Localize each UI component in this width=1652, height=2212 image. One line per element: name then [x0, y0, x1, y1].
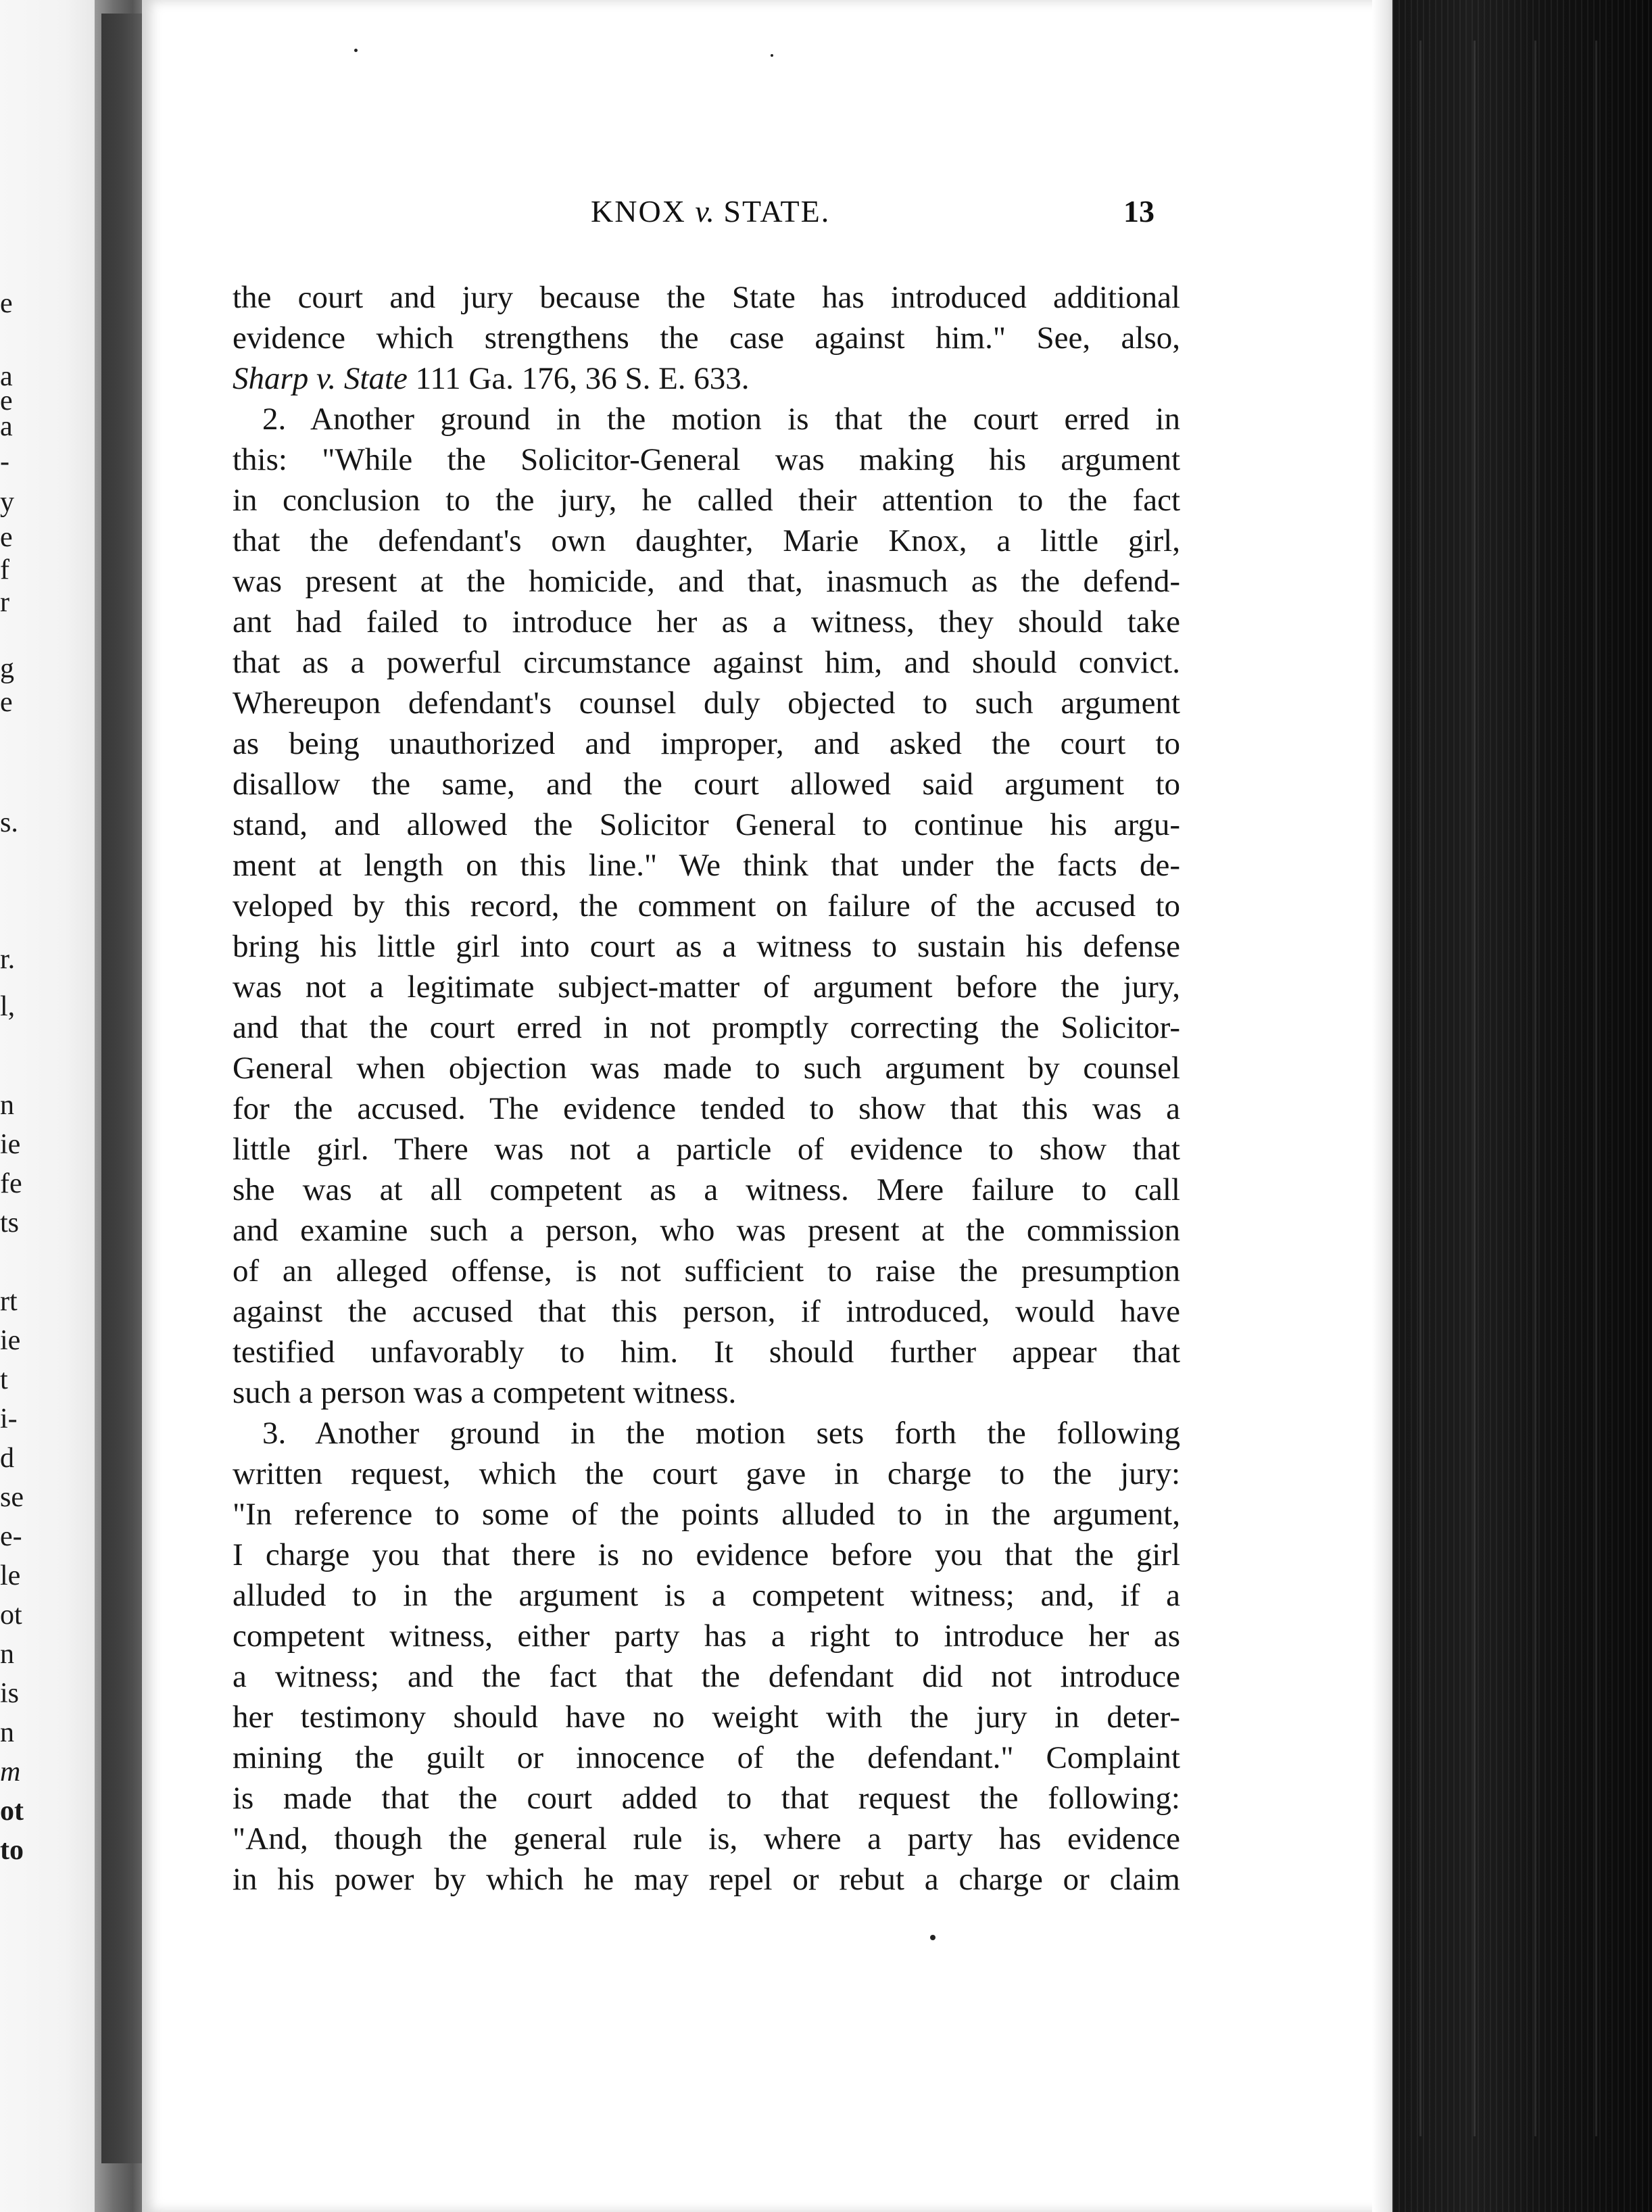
text-line: disallow the same, and the court allowed said argument to: [233, 767, 1180, 802]
dark-background: [1392, 0, 1652, 2212]
text-line: and that the court erred in not promptly correcting the Solicitor-: [233, 1010, 1180, 1045]
fragment: a: [0, 411, 13, 442]
text-line: such a person was a competent witness.: [233, 1375, 737, 1410]
text-line: and examine such a person, who was present at the commission: [233, 1213, 1180, 1248]
fragment: -: [0, 446, 9, 477]
fragment: s.: [0, 807, 18, 838]
text-line: bring his little girl into court as a witness to sustain his defense: [233, 929, 1180, 964]
gutter-shadow: [101, 14, 142, 2163]
fragment: f: [0, 554, 9, 585]
text-line: a witness; and the fact that the defendant did not introduce: [233, 1659, 1180, 1694]
text-line: 2. Another ground in the motion is that the court erred in: [262, 402, 1180, 437]
text-line: ment at length on this line." We think that under the facts de-: [233, 848, 1180, 883]
text-line: testified unfavorably to him. It should further appear that: [233, 1335, 1180, 1370]
speck: [930, 1935, 936, 1940]
text-line: [233, 358, 1180, 399]
text-line: was present at the homicide, and that, inasmuch as the defend-: [233, 564, 1180, 599]
fragment: ts: [0, 1207, 20, 1239]
running-head-right: STATE.: [723, 194, 831, 229]
text-line: was not a legitimate subject-matter of argument before the jury,: [233, 969, 1180, 1005]
text-line: 3. Another ground in the motion sets forth the following: [262, 1416, 1180, 1451]
text-line: alluded to in the argument is a competent witness; and, if a: [233, 1578, 1180, 1613]
text-line: written request, which the court gave in charge to the jury:: [233, 1456, 1180, 1491]
fragment: ie: [0, 1325, 21, 1356]
text-line: mining the guilt or innocence of the defendant." Complaint: [233, 1740, 1180, 1775]
text-line: her testimony should have no weight with the jury in deter-: [233, 1700, 1180, 1735]
text-line: is made that the court added to that request the following:: [233, 1781, 1180, 1816]
text-line: this: "While the Solicitor-General was making his argument: [233, 442, 1180, 477]
fragment: r: [0, 587, 9, 618]
fragment: n: [0, 1090, 14, 1121]
text-line: Whereupon defendant's counsel duly objected to such argument: [233, 686, 1180, 721]
fragment: ie: [0, 1129, 21, 1160]
text-line: evidence which strengthens the case against him." See, also,: [233, 320, 1180, 356]
fragment: to: [0, 1835, 24, 1866]
fragment: e: [0, 687, 13, 718]
text-line: for the accused. The evidence tended to show that this was a: [233, 1091, 1180, 1126]
fragment: d: [0, 1443, 14, 1474]
fragment: e: [0, 522, 13, 553]
text-line-post: 111 Ga. 176, 36 S. E. 633.: [407, 361, 750, 396]
fragment: n: [0, 1639, 14, 1670]
fragment: ot: [0, 1796, 24, 1827]
fragment: le: [0, 1560, 21, 1591]
text-line: in conclusion to the jury, he called their attention to the fact: [233, 483, 1180, 518]
running-head: [591, 193, 830, 229]
case-citation: Sharp v. State: [233, 361, 408, 396]
fragment: se: [0, 1482, 24, 1513]
fragment: rt: [0, 1286, 18, 1317]
fragment: r.: [0, 944, 16, 975]
fragment: l,: [0, 991, 16, 1022]
text-line: as being unauthorized and improper, and asked the court to: [233, 726, 1180, 761]
text-line: the court and jury because the State has introduced additional: [233, 280, 1180, 315]
body-text: [233, 277, 1180, 1900]
text-line: against the accused that this person, if introduced, would have: [233, 1294, 1180, 1329]
text-line: competent witness, either party has a right to introduce her as: [233, 1618, 1180, 1654]
text-line: she was at all competent as a witness. Mere failure to call: [233, 1172, 1180, 1207]
text-line: that the defendant's own daughter, Marie Knox, a little girl,: [233, 523, 1180, 558]
fragment: ot: [0, 1600, 22, 1631]
fragment: e: [0, 288, 13, 319]
text-line: that as a powerful circumstance against him, and should convict.: [233, 645, 1180, 680]
running-head-left: KNOX: [591, 194, 686, 229]
text-line: of an alleged offense, is not sufficient to raise the presumption: [233, 1253, 1180, 1289]
fragment: is: [0, 1678, 20, 1709]
fragment: n: [0, 1717, 14, 1748]
text-line: in his power by which he may repel or rebut a charge or claim: [233, 1862, 1180, 1897]
fragment: g: [0, 653, 14, 684]
fragment: e: [0, 385, 13, 416]
text-line: "In reference to some of the points alluded to in the argument,: [233, 1497, 1180, 1532]
fragment: i-: [0, 1403, 18, 1435]
fragment: a: [0, 361, 13, 392]
fragment: y: [0, 487, 14, 518]
text-line: veloped by this record, the comment on failure of the accused to: [233, 888, 1180, 923]
text-line: "And, though the general rule is, where a party has evidence: [233, 1821, 1180, 1856]
fragment: fe: [0, 1168, 22, 1199]
fragment: e-: [0, 1521, 22, 1552]
text-line: ant had failed to introduce her as a witness, they should take: [233, 604, 1180, 640]
text-line: General when objection was made to such argument by counsel: [233, 1051, 1180, 1086]
text-line: little girl. There was not a particle of evidence to show that: [233, 1132, 1180, 1167]
running-head-versus: v.: [695, 194, 714, 229]
fragment: t: [0, 1364, 8, 1395]
text-line: stand, and allowed the Solicitor General to continue his argu-: [233, 807, 1180, 842]
fragment: m: [0, 1756, 21, 1787]
speck: [354, 49, 358, 52]
speck: [771, 54, 773, 57]
text-line: I charge you that there is no evidence before you that the girl: [233, 1537, 1180, 1572]
page-number: 13: [1123, 194, 1155, 229]
